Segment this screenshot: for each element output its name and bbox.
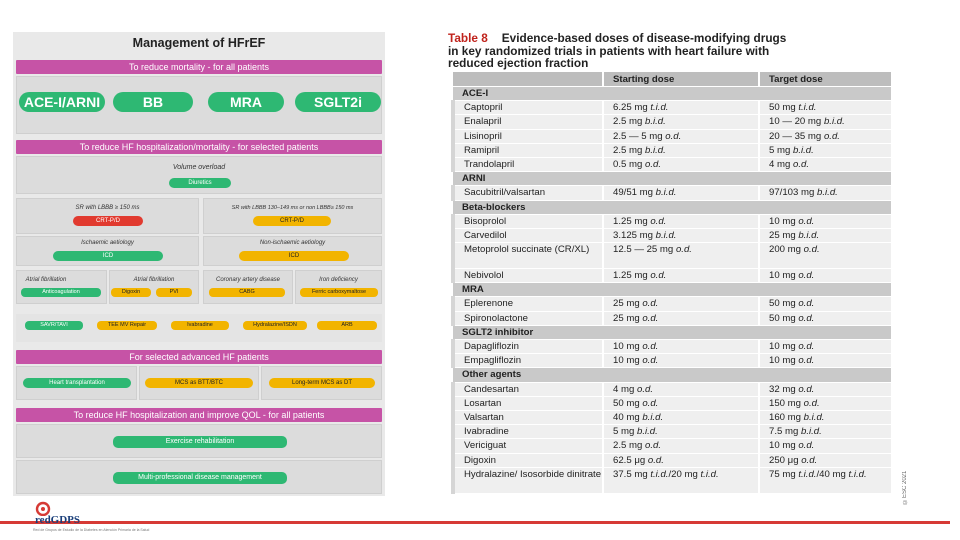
table-row [453,340,891,354]
table-row [453,157,891,171]
header-drug [453,72,603,87]
starting-dose: 37.5 mg t.i.d./20 mg t.i.d. [603,467,759,493]
section-name: SGLT2 inhibitor [453,325,891,339]
starting-dose: 49/51 mg b.i.d. [603,186,759,200]
band-advanced: For selected advanced HF patients [16,350,382,364]
table-title-line1: Evidence-based doses of disease-modifying drugs [501,31,787,45]
table-row [453,425,891,439]
table-row [453,453,891,467]
drug-name: Eplerenone [453,297,603,311]
target-dose: 200 mg o.d. [759,243,891,269]
table-title [448,32,918,70]
section-row [453,200,891,214]
target-dose: 50 mg o.d. [759,311,891,325]
table-row [453,354,891,368]
drug-ace-arni: ACE-I/ARNI [19,92,105,112]
target-dose: 7.5 mg b.i.d. [759,425,891,439]
starting-dose: 10 mg o.d. [603,354,759,368]
section-name: Other agents [453,368,891,382]
icd-pill-1: ICD [53,251,163,261]
table-row [453,143,891,157]
footer-red-line [0,521,950,524]
drug-name: Vericiguat [453,439,603,453]
starting-dose: 40 mg b.i.d. [603,410,759,424]
drug-name: Digoxin [453,453,603,467]
table-row [453,101,891,115]
starting-dose: 1.25 mg o.d. [603,269,759,283]
section-name: MRA [453,283,891,297]
crt-pd-pill-1: CRT-P/D [73,216,143,226]
esc-copyright: ©ESC 2021 [902,470,908,504]
table-row [453,228,891,242]
iron-label: Iron deficiency [319,277,358,283]
sr-lbbb150-label: SR with LBBB ≥ 150 ms [75,205,140,211]
target-dose: 10 mg o.d. [759,354,891,368]
section-row [453,325,891,339]
cad-box [203,270,293,304]
table-row [453,186,891,200]
starting-dose: 2.5 — 5 mg o.d. [603,129,759,143]
drug-name: Lisinopril [453,129,603,143]
starting-dose: 10 mg o.d. [603,340,759,354]
starting-dose: 25 mg o.d. [603,311,759,325]
drug-name: Bisoprolol [453,214,603,228]
drug-mra: MRA [208,92,284,112]
ferric-pill: Ferric carboxymaltose [300,288,378,297]
volume-overload-label: Volume overload [172,164,226,171]
starting-dose: 2.5 mg b.i.d. [603,143,759,157]
flowchart-title: Management of HFrEF [132,36,266,50]
band-qol: To reduce HF hospitalization and improve QOL - for all patients [16,408,382,422]
target-dose: 10 mg o.d. [759,269,891,283]
drug-name: Dapagliflozin [453,340,603,354]
drug-name: Ramipril [453,143,603,157]
table-row [453,382,891,396]
icd-pill-2: ICD [239,251,349,261]
target-dose: 50 mg o.d. [759,297,891,311]
tee-mv-pill: TEE MV Repair [97,321,157,330]
target-dose: 160 mg b.i.d. [759,410,891,424]
target-dose: 10 mg o.d. [759,340,891,354]
logo-subtitle: Red de Grupos de Estudio de la Diabetes en Atención Primaria de la Salud [33,528,150,532]
iron-box [295,270,382,304]
table-8 [448,31,918,480]
table-row [453,214,891,228]
header-starting-dose: Starting dose [603,72,759,87]
drug-name: Enalapril [453,115,603,129]
drug-name: Empagliflozin [453,354,603,368]
starting-dose: 1.25 mg o.d. [603,214,759,228]
starting-dose: 62.5 μg o.d. [603,453,759,467]
target-dose: 97/103 mg b.i.d. [759,186,891,200]
section-name: ACE-I [453,87,891,101]
multiprof-pill: Multi-professional disease management [113,472,287,484]
volume-box [16,156,382,194]
table-row [453,115,891,129]
starting-dose: 12.5 — 25 mg o.d. [603,243,759,269]
table-row [453,243,891,269]
section-row [453,368,891,382]
drug-name: Ivabradine [453,425,603,439]
target-dose: 150 mg o.d. [759,396,891,410]
table-row [453,467,891,493]
target-dose: 10 mg o.d. [759,439,891,453]
starting-dose: 50 mg o.d. [603,396,759,410]
ivabradine-pill: Ivabradine [171,321,229,330]
drug-name: Losartan [453,396,603,410]
exercise-pill: Exercise rehabilitation [113,436,287,448]
af1-box [16,270,107,304]
band-selected: To reduce HF hospitalization/mortality - for selected patients [16,140,382,154]
drug-name: Metoprolol succinate (CR/XL) [453,243,603,269]
section-name: ARNI [453,172,891,186]
af2-box [109,270,199,304]
target-dose: 4 mg o.d. [759,157,891,171]
cabg-pill: CABG [209,288,285,297]
band-mortality: To reduce mortality - for all patients [16,60,382,74]
pvi-pill: PVI [156,288,192,297]
nonischaemic-label: Non-ischaemic aetiology [259,240,326,246]
sr-lbbb130-label: SR with LBBB 130–149 ms or non LBBB≥ 150 ms [231,205,354,211]
starting-dose: 6.25 mg t.i.d. [603,101,759,115]
section-row [453,172,891,186]
table-row [453,410,891,424]
dose-table [451,72,891,494]
savr-tavi-pill: SAVR/TAVI [25,321,83,330]
section-row [453,283,891,297]
starting-dose: 4 mg o.d. [603,382,759,396]
target-dose: 32 mg o.d. [759,382,891,396]
drug-name: Hydralazine/ Isosorbide dinitrate [453,467,603,493]
target-dose: 25 mg b.i.d. [759,228,891,242]
target-dose: 250 μg o.d. [759,453,891,467]
table-row [453,439,891,453]
table-row [453,311,891,325]
crt-pd-pill-2: CRT-P/D [253,216,331,226]
hfref-flowchart [13,32,385,496]
target-dose: 75 mg t.i.d./40 mg t.i.d. [759,467,891,493]
table-title-line2: in key randomized trials in patients with heart failure with [448,43,770,58]
target-dose: 50 mg t.i.d. [759,101,891,115]
table-title-line3: reduced ejection fraction [448,56,589,70]
drug-name: Spironolactone [453,311,603,325]
drug-sglt2i: SGLT2i [295,92,381,112]
drug-name: Nebivolol [453,269,603,283]
logo-text: redGDPS [35,514,81,526]
starting-dose: 2.5 mg o.d. [603,439,759,453]
af1-label: Atrial fibrillation [25,277,67,283]
section-row [453,87,891,101]
target-dose: 10 — 20 mg b.i.d. [759,115,891,129]
header-target-dose: Target dose [759,72,891,87]
table-row [453,396,891,410]
drug-name: Candesartan [453,382,603,396]
target-dose: 10 mg o.d. [759,214,891,228]
diuretics-pill: Diuretics [169,178,231,188]
drug-name: Sacubitril/valsartan [453,186,603,200]
table-row [453,297,891,311]
mcs-btt-pill: MCS as BTT/BTC [145,378,253,388]
target-dose: 20 — 35 mg o.d. [759,129,891,143]
drug-name: Carvedilol [453,228,603,242]
drug-name: Valsartan [453,410,603,424]
drug-name: Captopril [453,101,603,115]
table-label: Table 8 [448,31,488,45]
arb-pill: ARB [317,321,377,330]
table-row [453,129,891,143]
anticoag-pill: Anticoagulation [21,288,101,297]
drug-bb: BB [113,92,193,112]
heart-transplant-pill: Heart transplantation [23,378,131,388]
starting-dose: 3.125 mg b.i.d. [603,228,759,242]
af2-label: Atrial fibrillation [133,277,175,283]
ischaemic-label: Ischaemic aetiology [81,240,134,246]
starting-dose: 2.5 mg b.i.d. [603,115,759,129]
starting-dose: 5 mg b.i.d. [603,425,759,439]
mcs-dt-pill: Long-term MCS as DT [269,378,375,388]
digoxin-pill: Digoxin [111,288,151,297]
table-row [453,269,891,283]
cad-label: Coronary artery disease [215,277,281,283]
drug-name: Trandolapril [453,157,603,171]
starting-dose: 25 mg o.d. [603,297,759,311]
starting-dose: 0.5 mg o.d. [603,157,759,171]
target-dose: 5 mg b.i.d. [759,143,891,157]
hydralazine-pill: Hydralazine/ISDN [243,321,307,330]
table-body [453,87,891,494]
section-name: Beta-blockers [453,200,891,214]
